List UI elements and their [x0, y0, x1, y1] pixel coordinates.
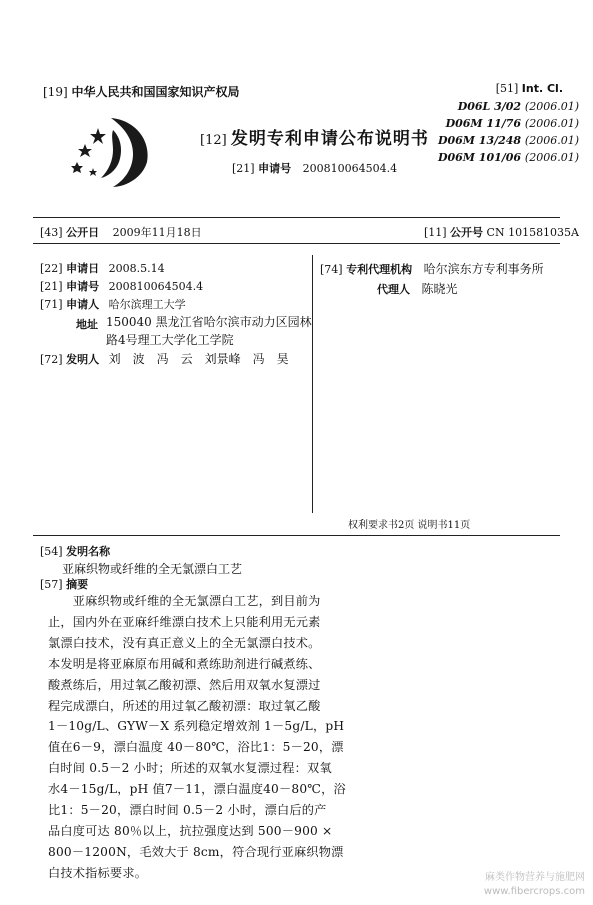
- office-header: [43, 83, 239, 100]
- app-no-value: 200810064504.4: [302, 162, 398, 175]
- agency-row: [74] 专利代理机构 哈尔滨东方专利事务所: [320, 262, 544, 276]
- abstract-line: 800－1200N，毛效大于 8cm，符合现行亚麻织物漂: [48, 844, 344, 859]
- address-label: 地址: [76, 318, 98, 331]
- abstract-heading: [57] 摘要: [40, 578, 89, 591]
- abstract-line: 本发明是将亚麻原布用碱和煮练助剂进行碱煮练、: [48, 656, 321, 671]
- office-name: 中华人民共和国国家知识产权局: [71, 85, 240, 99]
- doc-type-title: 发明专利申请公布说明书: [230, 129, 429, 149]
- applicant-row: [71] 申请人 哈尔滨理工大学: [40, 298, 186, 311]
- abstract-line: 亚麻织物或纤维的全无氯漂白工艺，到目前为: [48, 594, 321, 608]
- filing-date-row: [22] 申请日 2008.5.14: [40, 262, 165, 275]
- abstract-line: 白时间 0.5－2 小时；所述的双氧水复漂过程：双氧: [48, 761, 332, 776]
- abstract-line: 酸煮练后，用过氧乙酸初漂、然后用双氧水复漂过: [48, 677, 321, 692]
- invention-title: 亚麻织物或纤维的全无氯漂白工艺: [62, 562, 243, 576]
- page-count-note: 权利要求书2页 说明书11页: [348, 520, 471, 531]
- divider: [33, 243, 560, 244]
- patent-office-emblem-icon: [63, 110, 163, 190]
- app-no-code: [21]: [232, 162, 255, 175]
- doc-type-code: [12]: [200, 133, 227, 148]
- watermark-title: 麻类作物营养与施肥网: [485, 872, 585, 883]
- office-code: [19]: [43, 85, 68, 99]
- abstract-line: 止，国内外在亚麻纤维漂白技术上只能利用无元素: [48, 614, 321, 629]
- publication-number: [11] 公开号 CN 101581035A: [423, 226, 579, 239]
- int-cl-entry: D06M 11/76 (2006.01): [445, 117, 579, 130]
- abstract-line: 水4－15g/L，pH 值7－11，漂白温度40－80℃，浴: [48, 782, 346, 797]
- int-cl-entry: D06L 3/02 (2006.01): [457, 100, 579, 113]
- abstract-line: 比1：5－20，漂白时间 0.5－2 小时，漂白后的产: [48, 803, 327, 818]
- doc-type-heading: [200, 124, 429, 149]
- abstract-line: 值在6－9，漂白温度 40－80℃，浴比1：5－20，漂: [48, 740, 344, 755]
- abstract-line: 程完成漂白，所述的用过氧乙酸初漂：取过氧乙酸: [48, 698, 321, 713]
- abstract-line: 品白度可达 80％以上，抗拉强度达到 500－900 ×: [48, 823, 333, 838]
- agent-row: 代理人 陈晓光: [377, 282, 458, 296]
- abstract-line: 氯漂白技术，没有真正意义上的全无氯漂白技术。: [48, 635, 321, 650]
- app-no-label: 申请号: [258, 162, 292, 175]
- int-cl-entry: D06M 13/248 (2006.01): [437, 134, 579, 147]
- publication-date: [43] 公开日 2009年11月18日: [40, 226, 202, 239]
- abstract-line: 白技术指标要求。: [48, 865, 148, 880]
- address-line-2: 路4号理工大学化工学院: [106, 333, 234, 347]
- abstract-body: [48, 591, 546, 884]
- inventor-row: [72] 发明人 刘 波 冯 云 刘景峰 冯 昊: [40, 352, 289, 366]
- address-line-1: 150040 黑龙江省哈尔滨市动力区园林: [106, 315, 312, 329]
- int-cl-label: Int. Cl.: [521, 82, 563, 95]
- abstract-line: 1－10g/L、GYW－X 系列稳定增效剂 1－5g/L，pH: [48, 719, 345, 734]
- title-heading: [54] 发明名称: [40, 545, 111, 558]
- int-cl-entry: D06M 101/06 (2006.01): [437, 151, 579, 164]
- int-cl-code: [51]: [495, 82, 519, 95]
- divider: [33, 217, 560, 218]
- column-divider: [312, 255, 313, 513]
- header-application-number: [232, 160, 397, 176]
- int-cl-heading: [496, 82, 563, 95]
- watermark-url: www.fibercrops.com: [483, 886, 585, 897]
- application-number-row: [21] 申请号 200810064504.4: [40, 280, 204, 293]
- divider: [33, 535, 560, 536]
